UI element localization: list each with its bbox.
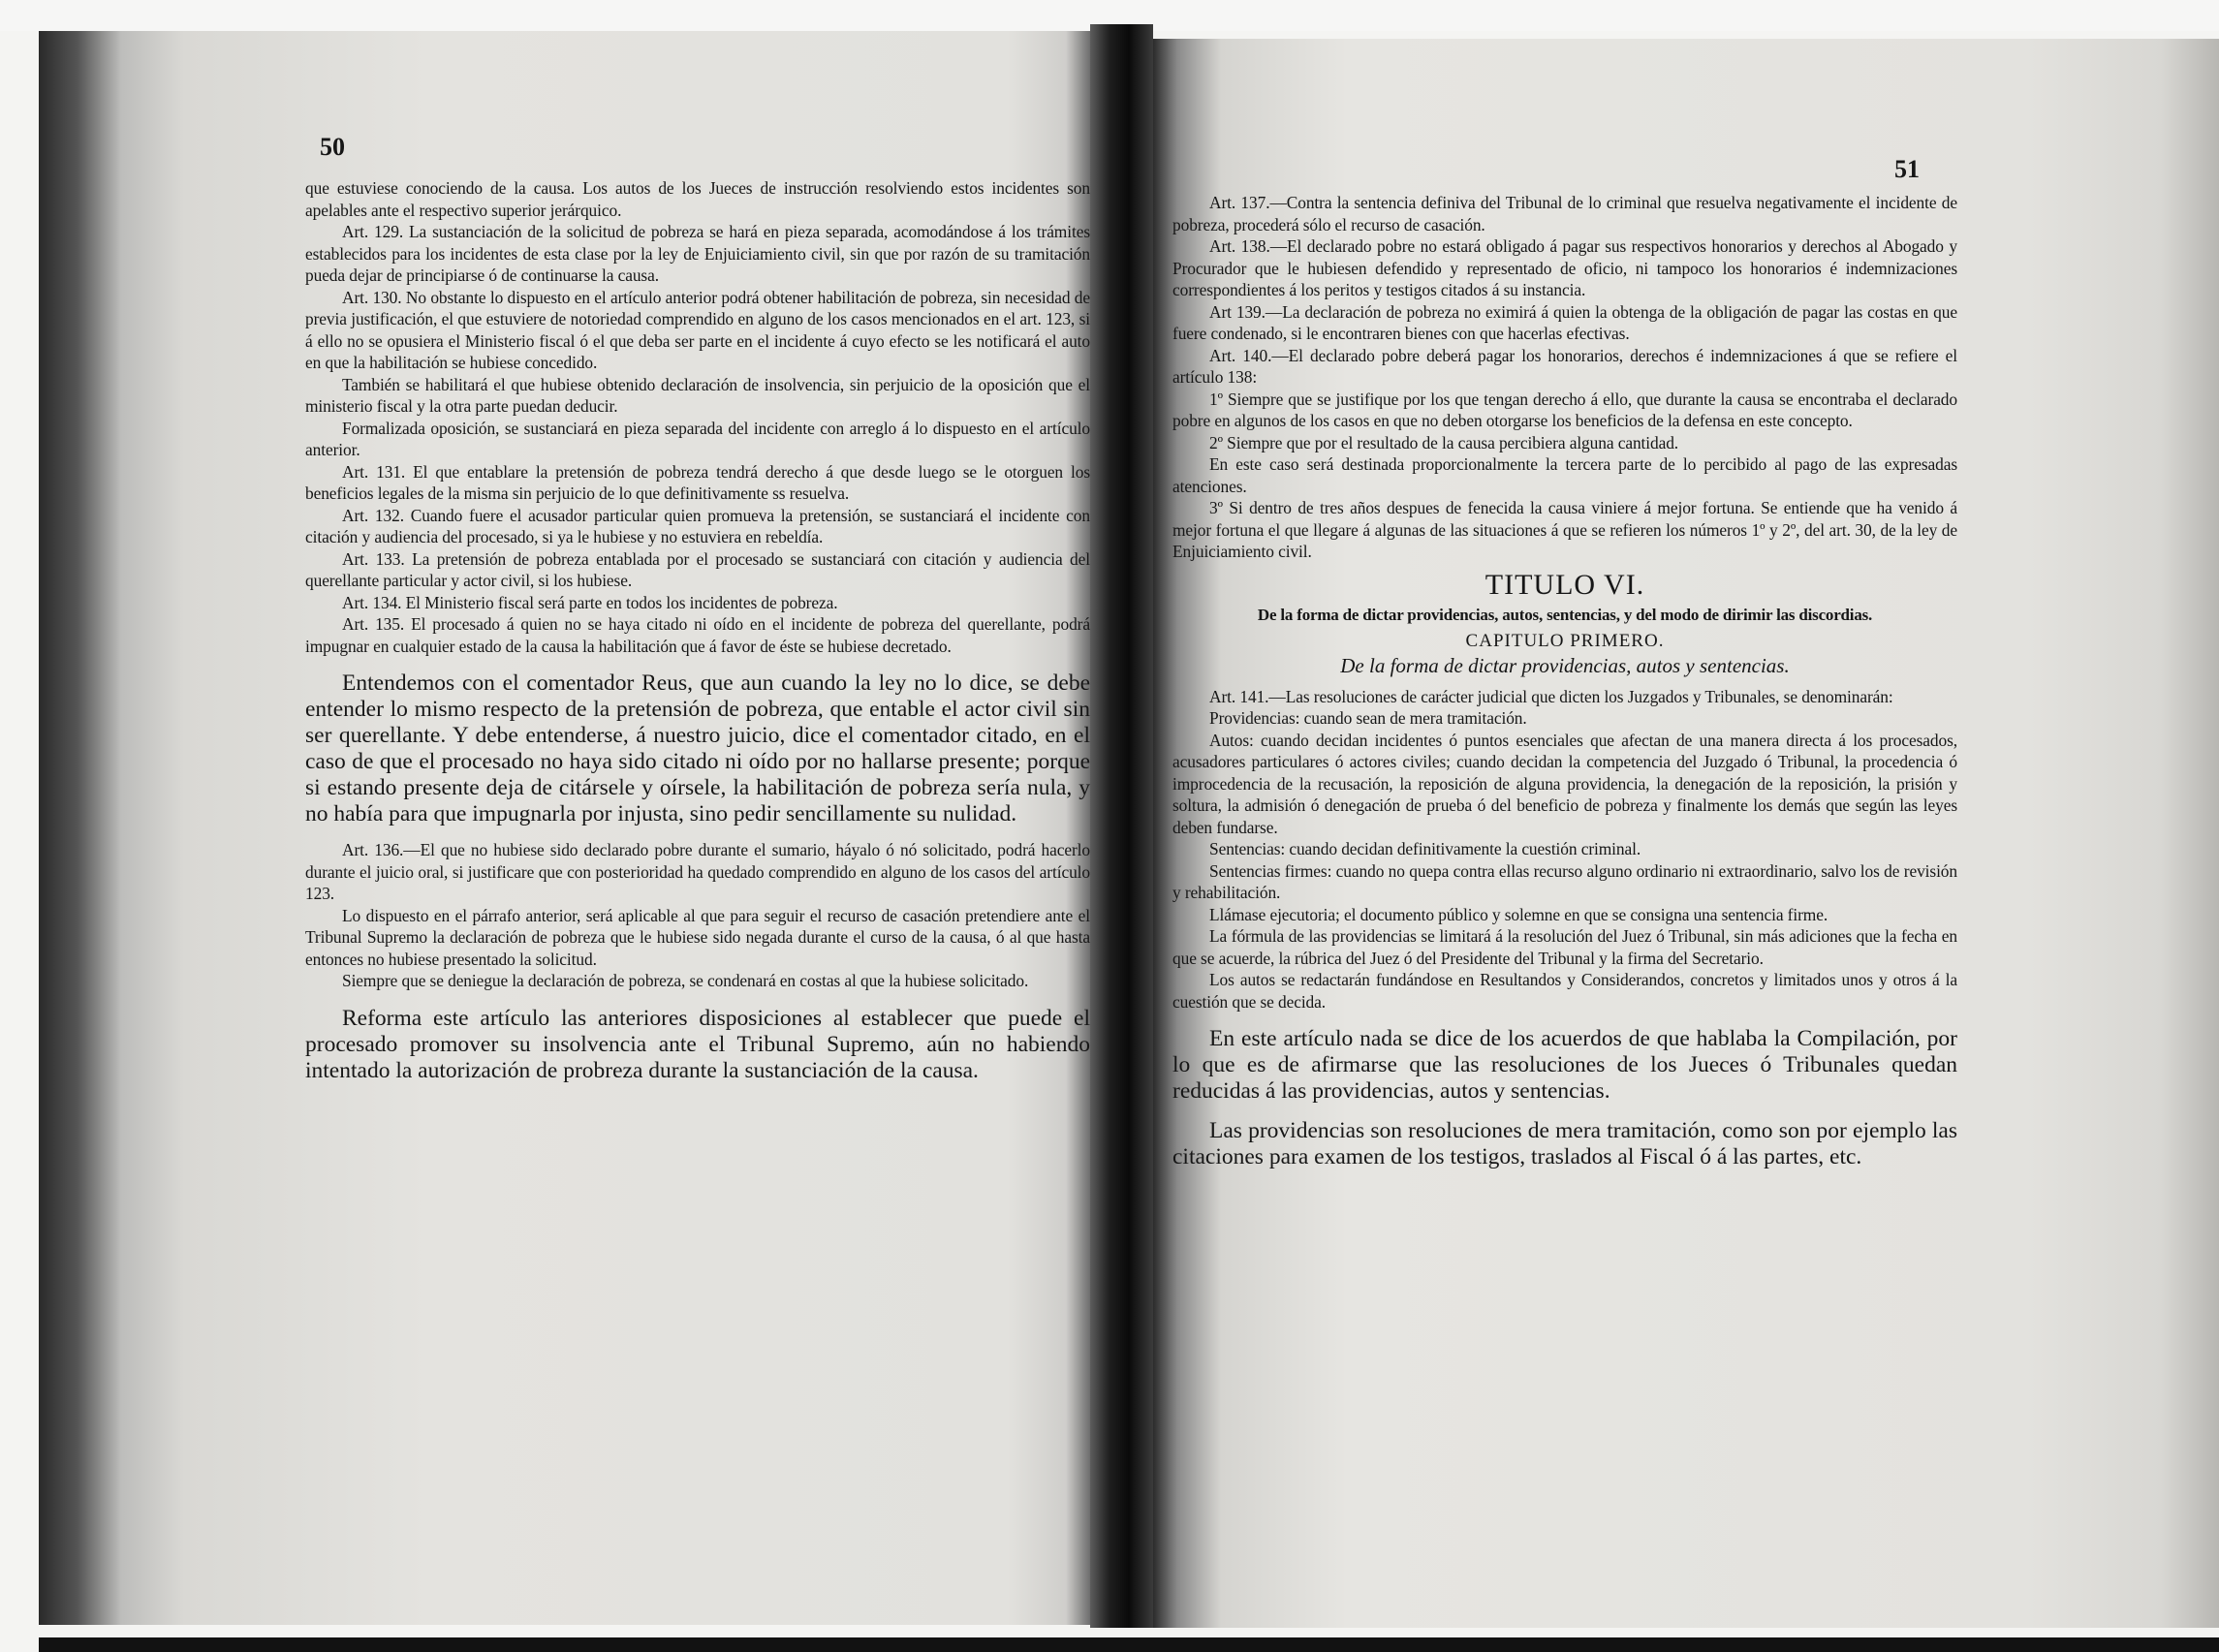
section-subtitle: De la forma de dictar providencias, autos, sentencias, y del modo de dirimir las discordias. (1257, 605, 1873, 624)
article-paragraph: 3º Si dentro de tres años despues de fenecida la causa viniere á mejor fortuna. Se entiende que ha venido á mejor fortuna el que llegare á algunas de las situaciones á que se refieren los números 1º y 2º, del art. 30, de la ley de Enjuiciamiento civil. (1172, 498, 1957, 561)
right-page-text (1172, 192, 1957, 1182)
article-paragraph: En este caso será destinada proporcionalmente la tercera parte de lo percibido al pago de las expresadas atenciones. (1172, 454, 1957, 496)
article-paragraph: Art. 135. El procesado á quien no se haya citado ni oído en el incidente de pobreza del querellante, podrá impugnar en cualquier estado de la causa la habilitación que á favor de éste se hubiese decretado. (305, 614, 1090, 656)
article-paragraph: Art. 129. La sustanciación de la solicitud de pobreza se hará en pieza separada, acomodándose á los trámites establecidos para los incidentes de esta clase por la ley de Enjuiciamiento civil, sin que por razón de su tramitación pueda dejar de principiarse ó de continuarse la causa. (305, 222, 1090, 285)
article-paragraph: 1º Siempre que se justifique por los que tengan derecho á ello, que durante la causa se encontraba el declarado pobre en algunos de los casos en que no deben otorgarse los beneficios de la defensa en este concepto. (1172, 389, 1957, 430)
article-paragraph: Sentencias firmes: cuando no quepa contra ellas recurso alguno ordinario ni extraordinario, salvo los de revisión y rehabilitación. (1172, 860, 1957, 902)
commentary-paragraph: Entendemos con el comentador Reus, que aun cuando la ley no lo dice, se debe entender lo mismo respecto de la pretensión de pobreza, que entable el actor civil sin ser querellante. Y debe entenderse, á nuestro juicio, dice el comentador citado, en el caso de que el procesado no haya sido citado ni oído por no hallarse presente; porque si estando presente deja de citársele y oírsele, la habilitación de pobreza sería nula, y no había para que impugnarla por injusta, sino pedir sencillamente su nulidad. (305, 670, 1090, 826)
article-paragraph: Siempre que se deniegue la declaración de pobreza, se condenará en costas al que la hubiese solicitado. (342, 971, 1029, 990)
article-paragraph: Art. 137.—Contra la sentencia definiva del Tribunal de lo criminal que resuelva negativamente el incidente de pobreza, procederá sólo el recurso de casación. (1172, 193, 1957, 234)
commentary-paragraph: Reforma este artículo las anteriores disposiciones al establecer que puede el procesado promover su insolvencia ante el Tribunal Supremo, aún no habiendo intentado la autorización de probreza durante la sustanciación de la causa. (305, 1005, 1090, 1083)
article-paragraph: Art. 136.—El que no hubiese sido declarado pobre durante el sumario, háyalo ó nó solicitado, podrá hacerlo durante el juicio oral, si justificare que con posterioridad ha quedado comprendido en alguno de los casos del artículo 123. (305, 840, 1090, 903)
chapter-subheading: De la forma de dictar providencias, autos y sentencias. (1340, 653, 1790, 677)
article-paragraph: Formalizada oposición, se sustanciará en pieza separada del incidente con arreglo á lo dispuesto en el artículo anterior. (305, 418, 1090, 459)
left-paragraph-list (305, 177, 1090, 1084)
article-paragraph: Art. 131. El que entablare la pretensión de pobreza tendrá derecho á que desde luego se le otorguen los beneficios legales de la misma sin perjuicio de lo que definitivamente ss resuelva. (305, 461, 1090, 503)
scan-bottom-edge (39, 1637, 2219, 1652)
commentary-paragraph: En este artículo nada se dice de los acuerdos de que hablaba la Compilación, por lo que es de afirmarse que las resoluciones de los Jueces ó Tribunales quedan reducidas á las providencias, autos y sentencias. (1172, 1026, 1957, 1104)
page-number-right: 51 (1894, 155, 1920, 183)
article-paragraph: Lo dispuesto en el párrafo anterior, será aplicable al que para seguir el recurso de casación pretendiere ante el Tribunal Supremo la declaración de pobreza que le hubiese sido negada durante el curso de la causa, ó al que hasta entonces no hubiese presentado la solicitud. (305, 905, 1090, 969)
right-paragraph-list-before-title (1172, 192, 1957, 563)
article-paragraph: Art. 134. El Ministerio fiscal será parte en todos los incidentes de pobreza. (342, 592, 838, 612)
article-paragraph: Art 139.—La declaración de pobreza no eximirá á quien la obtenga de la obligación de pagar las costas en que fuere condenado, si le encontraren bienes con que hacerlas efectivas. (1172, 301, 1957, 343)
article-paragraph: La fórmula de las providencias se limitará á la resolución del Juez ó Tribunal, sin más adiciones que la fecha en que se acuerde, la rúbrica del Juez ó del Presidente del Tribunal y la firma del Secretario. (1172, 926, 1957, 968)
article-paragraph: Providencias: cuando sean de mera tramitación. (1209, 708, 1527, 728)
article-paragraph: Art. 132. Cuando fuere el acusador particular quien promueva la pretensión, se sustanciará el incidente con citación y audiencia del procesado, si ya le hubiese y no estuviera en rebeldía. (305, 505, 1090, 546)
article-paragraph: Art. 133. La pretensión de pobreza entablada por el procesado se sustanciará con citación y audiencia del querellante particular y actor civil, si los hubiese. (305, 548, 1090, 590)
left-page-text (305, 177, 1090, 1096)
article-paragraph: Art. 140.—El declarado pobre deberá pagar los honorarios, derechos é indemnizaciones á que se refiere el artículo 138: (1172, 345, 1957, 387)
right-paragraph-list-after-title (1172, 686, 1957, 1171)
page-number-left: 50 (320, 133, 345, 161)
article-paragraph: que estuviese conociendo de la causa. Los autos de los Jueces de instrucción resolviendo estos incidentes son apelables ante el respectivo superior jerárquico. (305, 178, 1090, 220)
article-paragraph: Autos: cuando decidan incidentes ó puntos esenciales que afectan de una manera directa á los procesados, acusadores particulares ó actores civiles; cuando decidan la competencia del Juzgado ó Tribunal, la procedencia ó improcedencia de la recusación, la reposición de alguna providencia, la denegación de la reposición, la prisión y soltura, la admisión ó denegación de prueba ó del beneficio de pobreza y finalmente los demás que según las leyes deben fundarse. (1172, 730, 1957, 837)
commentary-paragraph: Las providencias son resoluciones de mera tramitación, como son por ejemplo las citaciones para examen de los testigos, traslados al Fiscal ó á las partes, etc. (1172, 1118, 1957, 1169)
article-paragraph: También se habilitará el que hubiese obtenido declaración de insolvencia, sin perjuicio de la oposición que el ministerio fiscal y la otra parte puedan deducir. (305, 374, 1090, 416)
chapter-heading: CAPITULO PRIMERO. (1465, 630, 1665, 651)
article-paragraph: Sentencias: cuando decidan definitivamente la cuestión criminal. (1209, 839, 1641, 858)
book-gutter (1090, 24, 1153, 1628)
section-title: TITULO VI. (1485, 568, 1645, 601)
article-paragraph: Art. 138.—El declarado pobre no estará obligado á pagar sus respectivos honorarios y derechos al Abogado y Procurador que le hubiesen defendido y representado de oficio, ni tampoco los honorarios é indemnizaciones correspondientes á los peritos y testigos citados á su instancia. (1172, 236, 1957, 299)
article-paragraph: Los autos se redactarán fundándose en Resultandos y Considerandos, concretos y limitados unos y otros á la cuestión que se decida. (1172, 970, 1957, 1012)
article-paragraph: Art. 141.—Las resoluciones de carácter judicial que dicten los Juzgados y Tribunales, se denominarán: (1209, 686, 1893, 706)
article-paragraph: 2º Siempre que por el resultado de la causa percibiera alguna cantidad. (1209, 432, 1679, 452)
article-paragraph: Art. 130. No obstante lo dispuesto en el artículo anterior podrá obtener habilitación de pobreza, sin necesidad de previa justificación, el que estuviere de notoriedad comprendido en alguno de los casos mencionados en el art. 123, si á ello no se opusiera el Ministerio fiscal ó el que deba ser parte en el incidente á cuyo efecto se les notificará el auto en que la habilitación se hubiese concedido. (305, 287, 1090, 372)
article-paragraph: Llámase ejecutoria; el documento público y solemne en que se consigna una sentencia firme. (1209, 904, 1828, 924)
